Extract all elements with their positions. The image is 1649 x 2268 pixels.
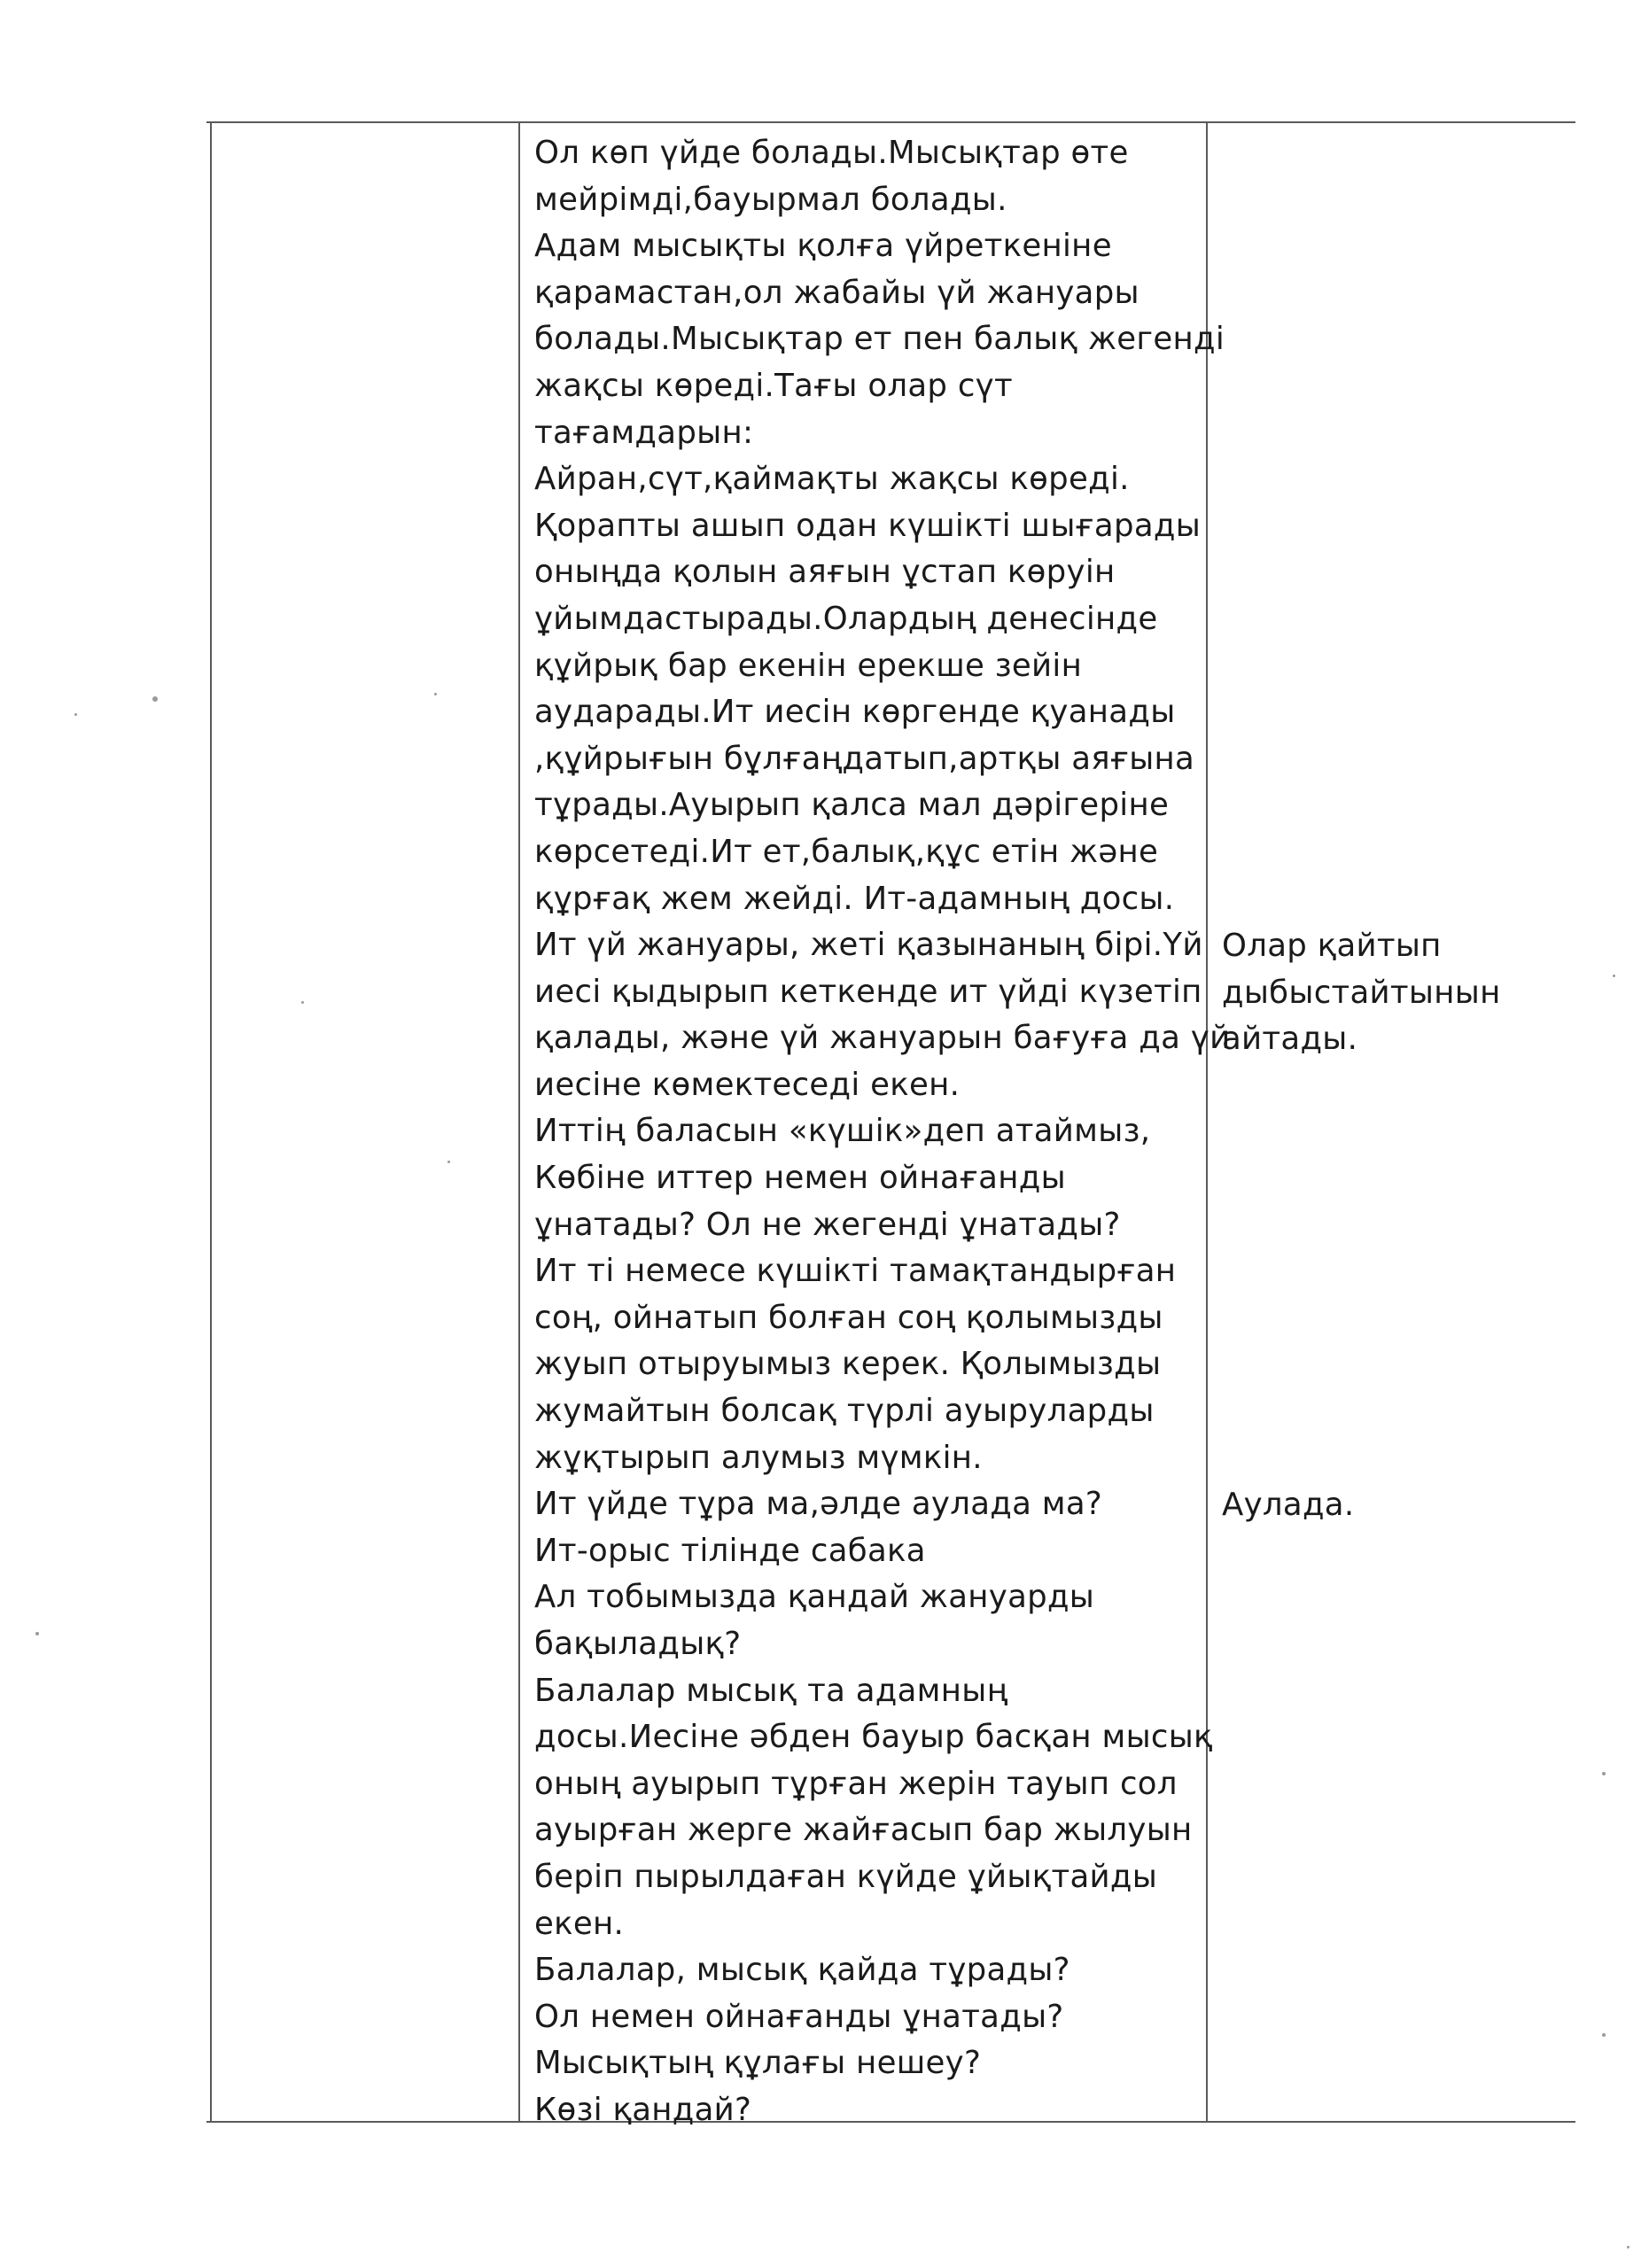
scan-speck	[1627, 2246, 1630, 2249]
text-line: Ит үйде тұра ма,әлде аулада ма?	[534, 1486, 1103, 1523]
text-line: беріп пырылдаған күйде ұйықтайды	[534, 1858, 1158, 1895]
table-cell-notes	[1208, 123, 1575, 2121]
text-line: Көзі қандай?	[534, 2091, 752, 2128]
scan-speck	[35, 1632, 39, 1635]
text-line: көрсетеді.Ит ет,балық,құс етін және	[534, 833, 1159, 870]
text-line: ауырған жерге жайғасып бар жылуын	[534, 1812, 1193, 1849]
text-line: жуып отыруымыз керек. Қолымызды	[534, 1346, 1162, 1383]
text-line: Көбіне иттер немен ойнағанды	[534, 1160, 1066, 1197]
text-line: ұйымдастырады.Олардың денесінде	[534, 600, 1158, 637]
text-line: тағамдарын:	[534, 414, 754, 451]
text-line: жақсы көреді.Тағы олар сүт	[534, 367, 1013, 404]
scan-speck	[1602, 2033, 1606, 2037]
lesson-table	[206, 121, 1575, 2128]
text-line: құрғақ жем жейді. Ит-адамның досы.	[534, 880, 1175, 917]
text-line: Ол көп үйде болады.Мысықтар өте	[534, 135, 1129, 171]
text-line: иесі қыдырып кеткенде ит үйді күзетіп	[534, 973, 1202, 1010]
note-children-answer	[1222, 923, 1501, 1063]
text-line: Адам мысықты қолға үйреткеніне	[534, 228, 1112, 265]
text-line: Балалар, мысық қайда тұрады?	[534, 1952, 1070, 1989]
text-line: бақыладық?	[534, 1626, 742, 1662]
text-line: иесіне көмектеседі екен.	[534, 1066, 961, 1103]
note-line: Аулада.	[1222, 1487, 1355, 1523]
table-cell-main-text	[520, 123, 1231, 2128]
scan-speck	[152, 696, 158, 702]
text-line: Ит ті немесе күшікті тамақтандырған	[534, 1253, 1177, 1290]
text-line: жумайтын болсақ түрлі ауыруларды	[534, 1393, 1155, 1430]
text-line: Ит-орыс тілінде сабака	[534, 1532, 926, 1569]
table-cell-left-empty	[212, 123, 518, 2121]
text-line: Қорапты ашып одан күшікті шығарады	[534, 507, 1202, 544]
text-line: Мысықтың құлағы нешеу?	[534, 2045, 982, 2082]
text-line: болады.Мысықтар ет пен балық жегенді	[534, 321, 1225, 358]
scan-speck	[74, 713, 77, 716]
text-line: Иттің баласын «күшік»деп атаймыз,	[534, 1113, 1151, 1150]
text-line: Ол немен ойнағанды ұнатады?	[534, 1998, 1064, 2035]
scan-speck	[1613, 975, 1615, 977]
text-line: құйрық бар екенін ерекше зейін	[534, 647, 1083, 684]
text-line: ұнатады? Ол не жегенді ұнатады?	[534, 1206, 1121, 1243]
text-line: қарамастан,ол жабайы үй жануары	[534, 274, 1140, 311]
scan-speck	[1602, 1772, 1606, 1775]
text-line: оның ауырып тұрған жерін тауып сол	[534, 1765, 1178, 1802]
text-line: аударады.Ит иесін көргенде қуанады	[534, 694, 1176, 731]
note-outdoors-answer	[1222, 1482, 1354, 1529]
text-line: қалады, және үй жануарын бағуға да үй	[534, 1020, 1231, 1057]
text-line: соң, ойнатып болған соң қолымызды	[534, 1299, 1163, 1336]
text-line: тұрады.Ауырып қалса мал дәрігеріне	[534, 787, 1170, 824]
text-line: екен.	[534, 1905, 625, 1942]
text-line: жұқтырып алумыз мүмкін.	[534, 1439, 983, 1476]
text-line: Ит үй жануары, жеті қазынаның бірі.Үй	[534, 927, 1203, 964]
text-line: мейрімді,бауырмал болады.	[534, 181, 1007, 218]
note-line: дыбыстайтынын	[1222, 974, 1501, 1011]
text-line: Балалар мысық та адамның	[534, 1672, 1008, 1709]
text-line: досы.Иесіне әбден бауыр басқан мысық	[534, 1719, 1213, 1756]
text-line: Ал тобымызда қандай жануарды	[534, 1579, 1095, 1616]
text-line: Айран,сүт,қаймақты жақсы көреді.	[534, 461, 1130, 498]
note-line: айтады.	[1222, 1021, 1358, 1058]
text-line: ,құйрығын бұлғаңдатып,артқы аяғына	[534, 740, 1195, 777]
text-line: оныңда қолын аяғын ұстап көруін	[534, 554, 1116, 591]
note-line: Олар қайтып	[1222, 928, 1442, 964]
